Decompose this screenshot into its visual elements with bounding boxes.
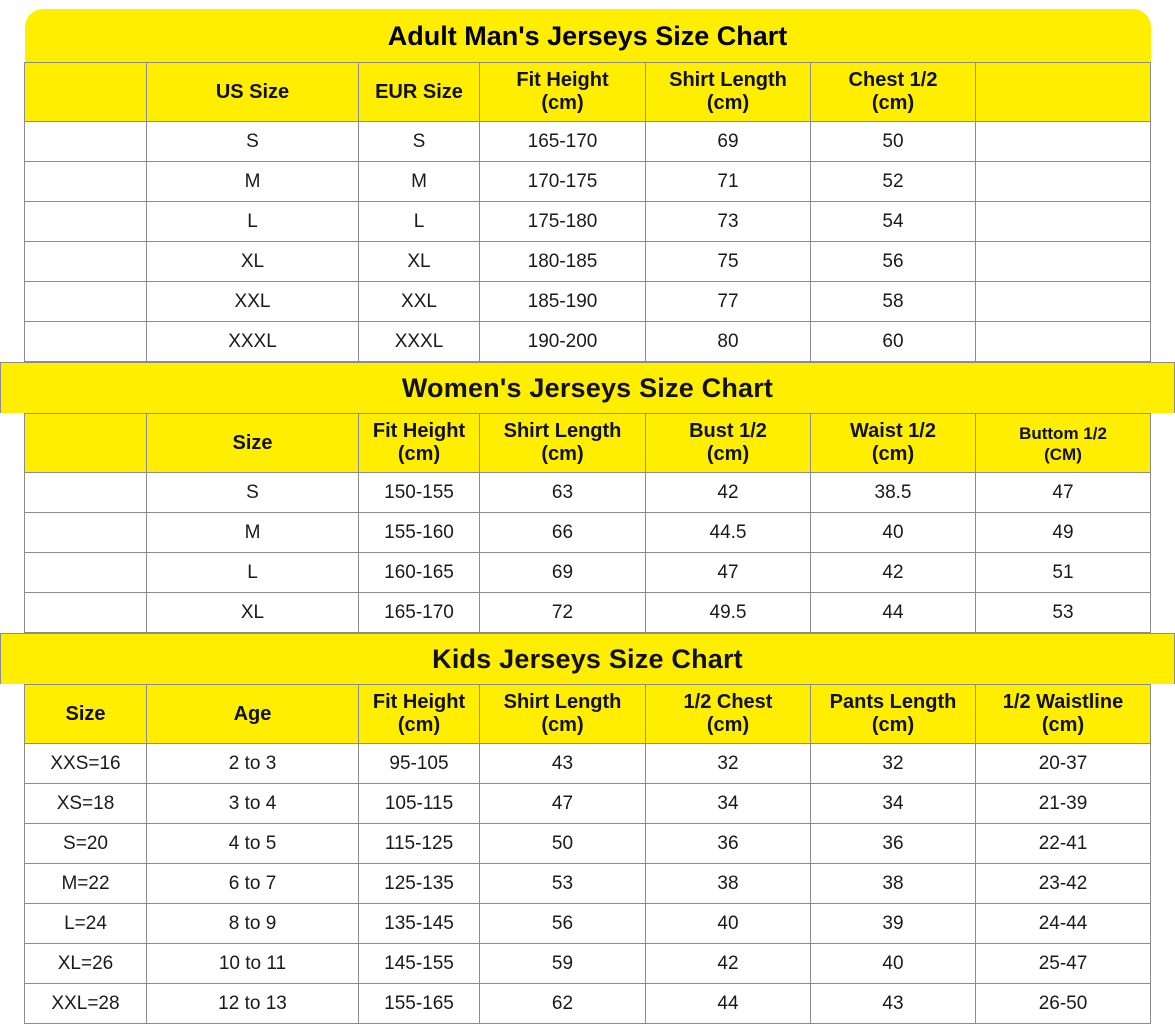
men-cell-5-4: 80 xyxy=(646,322,811,362)
women-header-3-line1: Shirt Length xyxy=(503,420,622,442)
kids-cell-6-3: 62 xyxy=(480,984,646,1024)
men-cell-0-6 xyxy=(976,122,1151,162)
table-row xyxy=(25,513,1151,553)
men-cell-3-5: 56 xyxy=(811,242,976,282)
table-row xyxy=(25,282,1151,322)
men-header-3-line1: Fit Height xyxy=(516,69,609,91)
kids-cell-3-5: 38 xyxy=(811,864,976,904)
men-cell-1-6 xyxy=(976,162,1151,202)
women-header-3-line2: (cm) xyxy=(541,443,584,465)
women-header-cell-2 xyxy=(359,414,480,473)
men-cell-5-5: 60 xyxy=(811,322,976,362)
men-header-cell-4 xyxy=(646,63,811,122)
men-header-cell-0 xyxy=(25,63,147,122)
men-cell-4-2: XXL xyxy=(359,282,480,322)
women-cell-0-0 xyxy=(25,473,147,513)
women-cell-1-0 xyxy=(25,513,147,553)
table-row xyxy=(25,202,1151,242)
women-header-5-line2: (cm) xyxy=(871,443,915,465)
men-cell-0-0 xyxy=(25,122,147,162)
men-cell-4-4: 77 xyxy=(646,282,811,322)
kids-cell-6-0: XXL=28 xyxy=(25,984,147,1024)
kids-cell-1-3: 47 xyxy=(480,784,646,824)
kids-header-5-line2: (cm) xyxy=(871,714,915,736)
kids-header-2-line1: Fit Height xyxy=(372,691,466,713)
kids-cell-0-1: 2 to 3 xyxy=(147,744,359,784)
women-header-6-line1: Buttom 1/2 xyxy=(1019,423,1107,443)
kids-header-6-line2: (cm) xyxy=(1041,714,1085,736)
kids-cell-4-2: 135-145 xyxy=(359,904,480,944)
women-cell-1-6: 49 xyxy=(976,513,1151,553)
table-row xyxy=(25,784,1151,824)
men-cell-5-1: XXXL xyxy=(147,322,359,362)
kids-header-4-line2: (cm) xyxy=(706,714,750,736)
kids-header-cell-4 xyxy=(646,685,811,744)
kids-cell-4-1: 8 to 9 xyxy=(147,904,359,944)
kids-cell-2-3: 50 xyxy=(480,824,646,864)
men-cell-2-3: 175-180 xyxy=(480,202,646,242)
women-header-cell-4 xyxy=(646,414,811,473)
men-cell-0-5: 50 xyxy=(811,122,976,162)
kids-cell-3-1: 6 to 7 xyxy=(147,864,359,904)
kids-header-3-line1: Shirt Length xyxy=(503,691,622,713)
kids-header-cell-6 xyxy=(976,685,1151,744)
men-cell-1-2: M xyxy=(359,162,480,202)
kids-header-row xyxy=(25,685,1151,744)
men-cell-4-0 xyxy=(25,282,147,322)
women-header-2-line1: Fit Height xyxy=(372,420,466,442)
table-row xyxy=(25,553,1151,593)
kids-header-1-line1: Age xyxy=(233,702,272,725)
men-cell-5-6 xyxy=(976,322,1151,362)
kids-header-5-line1: Pants Length xyxy=(829,691,957,713)
men-cell-5-2: XXXL xyxy=(359,322,480,362)
men-header-5-line2: (cm) xyxy=(871,92,915,114)
kids-cell-5-0: XL=26 xyxy=(25,944,147,984)
men-cell-1-4: 71 xyxy=(646,162,811,202)
men-title: Adult Man's Jerseys Size Chart xyxy=(25,9,1151,62)
kids-cell-0-4: 32 xyxy=(646,744,811,784)
women-cell-2-4: 47 xyxy=(646,553,811,593)
kids-cell-2-2: 115-125 xyxy=(359,824,480,864)
women-cell-2-1: L xyxy=(147,553,359,593)
kids-cell-0-3: 43 xyxy=(480,744,646,784)
women-cell-1-3: 66 xyxy=(480,513,646,553)
women-header-5-line1: Waist 1/2 xyxy=(850,420,936,442)
kids-cell-5-2: 145-155 xyxy=(359,944,480,984)
men-header-4-line1: Shirt Length xyxy=(669,69,787,91)
men-header-cell-6 xyxy=(976,63,1151,122)
kids-cell-3-0: M=22 xyxy=(25,864,147,904)
women-size-table xyxy=(24,413,1151,633)
women-cell-0-3: 63 xyxy=(480,473,646,513)
men-cell-0-1: S xyxy=(147,122,359,162)
men-cell-2-1: L xyxy=(147,202,359,242)
women-header-row xyxy=(25,414,1151,473)
kids-header-cell-0 xyxy=(25,685,147,744)
men-cell-2-0 xyxy=(25,202,147,242)
kids-title: Kids Jerseys Size Chart xyxy=(0,633,1175,684)
women-cell-2-0 xyxy=(25,553,147,593)
kids-header-3-line2: (cm) xyxy=(541,714,584,736)
kids-size-table xyxy=(24,684,1151,1024)
men-cell-4-6 xyxy=(976,282,1151,322)
kids-cell-5-6: 25-47 xyxy=(976,944,1151,984)
women-cell-3-0 xyxy=(25,593,147,633)
table-row xyxy=(25,904,1151,944)
kids-cell-6-6: 26-50 xyxy=(976,984,1151,1024)
women-cell-3-2: 165-170 xyxy=(359,593,480,633)
kids-header-2-line2: (cm) xyxy=(397,714,441,736)
kids-cell-2-5: 36 xyxy=(811,824,976,864)
kids-cell-5-1: 10 to 11 xyxy=(147,944,359,984)
men-header-2-line1: EUR Size xyxy=(375,80,463,103)
men-cell-5-0 xyxy=(25,322,147,362)
men-header-4-line2: (cm) xyxy=(706,92,750,114)
kids-cell-4-3: 56 xyxy=(480,904,646,944)
women-header-cell-6 xyxy=(976,414,1151,473)
women-header-1-line1: Size xyxy=(232,431,273,454)
kids-cell-4-5: 39 xyxy=(811,904,976,944)
men-cell-2-6 xyxy=(976,202,1151,242)
kids-cell-4-6: 24-44 xyxy=(976,904,1151,944)
table-row xyxy=(25,824,1151,864)
men-cell-4-3: 185-190 xyxy=(480,282,646,322)
men-cell-4-1: XXL xyxy=(147,282,359,322)
women-header-cell-3 xyxy=(480,414,646,473)
men-cell-2-4: 73 xyxy=(646,202,811,242)
men-cell-0-4: 69 xyxy=(646,122,811,162)
kids-cell-1-5: 34 xyxy=(811,784,976,824)
men-cell-1-1: M xyxy=(147,162,359,202)
women-header-4-line1: Bust 1/2 xyxy=(689,420,767,442)
kids-cell-4-0: L=24 xyxy=(25,904,147,944)
men-cell-3-6 xyxy=(976,242,1151,282)
kids-cell-4-4: 40 xyxy=(646,904,811,944)
men-cell-1-0 xyxy=(25,162,147,202)
kids-header-0-line1: Size xyxy=(65,702,106,725)
men-cell-3-2: XL xyxy=(359,242,480,282)
men-cell-5-3: 190-200 xyxy=(480,322,646,362)
men-cell-4-5: 58 xyxy=(811,282,976,322)
table-row xyxy=(25,162,1151,202)
kids-cell-5-4: 42 xyxy=(646,944,811,984)
men-header-cell-1 xyxy=(147,63,359,122)
men-cell-3-1: XL xyxy=(147,242,359,282)
kids-cell-1-6: 21-39 xyxy=(976,784,1151,824)
women-cell-3-4: 49.5 xyxy=(646,593,811,633)
kids-cell-3-4: 38 xyxy=(646,864,811,904)
women-header-2-line2: (cm) xyxy=(397,443,441,465)
women-cell-1-5: 40 xyxy=(811,513,976,553)
men-header-cell-3 xyxy=(480,63,646,122)
kids-cell-6-1: 12 to 13 xyxy=(147,984,359,1024)
table-row xyxy=(25,984,1151,1024)
kids-cell-5-5: 40 xyxy=(811,944,976,984)
men-cell-3-3: 180-185 xyxy=(480,242,646,282)
table-row xyxy=(25,473,1151,513)
kids-cell-3-3: 53 xyxy=(480,864,646,904)
kids-cell-6-5: 43 xyxy=(811,984,976,1024)
men-section xyxy=(0,0,1175,362)
kids-cell-6-2: 155-165 xyxy=(359,984,480,1024)
women-header-4-line2: (cm) xyxy=(706,443,750,465)
kids-cell-2-1: 4 to 5 xyxy=(147,824,359,864)
kids-header-cell-3 xyxy=(480,685,646,744)
women-cell-0-2: 150-155 xyxy=(359,473,480,513)
women-cell-1-1: M xyxy=(147,513,359,553)
kids-cell-1-2: 105-115 xyxy=(359,784,480,824)
table-row xyxy=(25,322,1151,362)
men-header-3-line2: (cm) xyxy=(541,92,584,114)
men-cell-1-5: 52 xyxy=(811,162,976,202)
women-cell-3-1: XL xyxy=(147,593,359,633)
women-header-6-line2: (CM) xyxy=(1044,444,1082,464)
kids-cell-0-6: 20-37 xyxy=(976,744,1151,784)
women-cell-3-5: 44 xyxy=(811,593,976,633)
men-header-1-line1: US Size xyxy=(215,80,290,103)
kids-cell-1-1: 3 to 4 xyxy=(147,784,359,824)
kids-cell-0-0: XXS=16 xyxy=(25,744,147,784)
kids-cell-0-2: 95-105 xyxy=(359,744,480,784)
women-cell-2-2: 160-165 xyxy=(359,553,480,593)
women-cell-3-6: 53 xyxy=(976,593,1151,633)
women-header-cell-5 xyxy=(811,414,976,473)
women-cell-0-6: 47 xyxy=(976,473,1151,513)
men-header-cell-2 xyxy=(359,63,480,122)
men-header-row xyxy=(25,63,1151,122)
men-cell-1-3: 170-175 xyxy=(480,162,646,202)
kids-section xyxy=(0,633,1175,1024)
kids-header-cell-2 xyxy=(359,685,480,744)
kids-cell-3-6: 23-42 xyxy=(976,864,1151,904)
women-cell-1-4: 44.5 xyxy=(646,513,811,553)
men-cell-2-5: 54 xyxy=(811,202,976,242)
women-cell-3-3: 72 xyxy=(480,593,646,633)
table-row xyxy=(25,944,1151,984)
women-cell-0-5: 38.5 xyxy=(811,473,976,513)
kids-header-cell-5 xyxy=(811,685,976,744)
women-cell-2-3: 69 xyxy=(480,553,646,593)
kids-cell-1-4: 34 xyxy=(646,784,811,824)
table-row xyxy=(25,864,1151,904)
kids-header-6-line1: 1/2 Waistline xyxy=(1002,691,1124,713)
kids-cell-3-2: 125-135 xyxy=(359,864,480,904)
women-cell-0-1: S xyxy=(147,473,359,513)
women-cell-0-4: 42 xyxy=(646,473,811,513)
men-cell-0-3: 165-170 xyxy=(480,122,646,162)
kids-header-4-line1: 1/2 Chest xyxy=(683,691,773,713)
kids-cell-1-0: XS=18 xyxy=(25,784,147,824)
women-header-cell-0 xyxy=(25,414,147,473)
kids-cell-6-4: 44 xyxy=(646,984,811,1024)
table-row xyxy=(25,593,1151,633)
men-header-cell-5 xyxy=(811,63,976,122)
women-title: Women's Jerseys Size Chart xyxy=(0,362,1175,413)
table-row xyxy=(25,242,1151,282)
women-cell-1-2: 155-160 xyxy=(359,513,480,553)
table-row xyxy=(25,122,1151,162)
kids-header-cell-1 xyxy=(147,685,359,744)
men-cell-0-2: S xyxy=(359,122,480,162)
kids-cell-2-0: S=20 xyxy=(25,824,147,864)
kids-cell-0-5: 32 xyxy=(811,744,976,784)
table-row xyxy=(25,744,1151,784)
women-cell-2-6: 51 xyxy=(976,553,1151,593)
men-cell-2-2: L xyxy=(359,202,480,242)
women-cell-2-5: 42 xyxy=(811,553,976,593)
kids-cell-5-3: 59 xyxy=(480,944,646,984)
men-cell-3-4: 75 xyxy=(646,242,811,282)
women-header-cell-1 xyxy=(147,414,359,473)
kids-cell-2-4: 36 xyxy=(646,824,811,864)
kids-cell-2-6: 22-41 xyxy=(976,824,1151,864)
men-header-5-line1: Chest 1/2 xyxy=(848,69,938,91)
men-size-table xyxy=(24,62,1151,362)
men-cell-3-0 xyxy=(25,242,147,282)
women-section xyxy=(0,362,1175,633)
